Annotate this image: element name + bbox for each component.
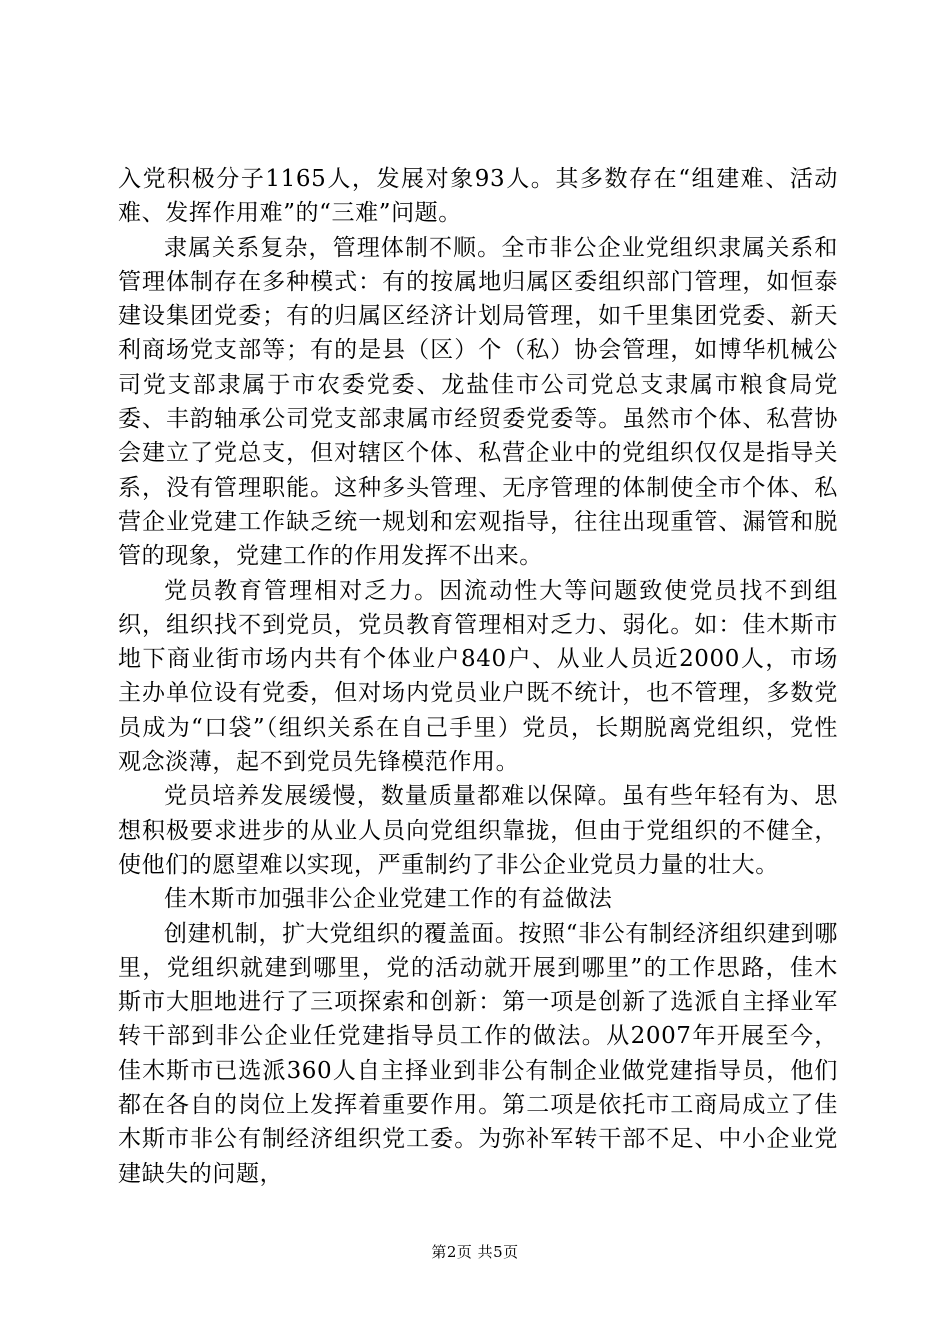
- paragraph-education: 党员教育管理相对乏力。因流动性大等问题致使党员找不到组织，组织找不到党员，党员教育管理相对乏力、弱化。如：佳木斯市地下商业街市场内共有个体业户840户、从业人员近2000人，市场主办单位设有党委，但对场内党员业户既不统计，也不管理，多数党员成为“口袋”（组织关系在自己手里）党员，长期脱离党组织，党性观念淡薄，起不到党员先锋模范作用。: [118, 577, 838, 776]
- paragraph-affiliation: 隶属关系复杂，管理体制不顺。全市非公企业党组织隶属关系和管理体制存在多种模式：有的按属地归属区委组织部门管理，如恒泰建设集团党委；有的归属区经济计划局管理，如千里集团党委、新天利商场党支部等；有的是县（区）个（私）协会管理，如博华机械公司党支部隶属于市农委党委、龙盐佳市公司党总支隶属市粮食局党委、丰韵轴承公司党支部隶属市经贸委党委等。虽然市个体、私营协会建立了党总支，但对辖区个体、私营企业中的党组织仅仅是指导关系，没有管理职能。这种多头管理、无序管理的体制使全市个体、私营企业党建工作缺乏统一规划和宏观指导，往往出现重管、漏管和脱管的现象，党建工作的作用发挥不出来。: [118, 234, 838, 570]
- paragraph-mechanism: 创建机制，扩大党组织的覆盖面。按照“非公有制经济组织建到哪里，党组织就建到哪里，党的活动就开展到哪里”的工作思路，佳木斯市大胆地进行了三项探索和创新：第一项是创新了选派自主择业军转干部到非公企业任党建指导员工作的做法。从2007年开展至今，佳木斯市已选派360人自主择业到非公有制企业做党建指导员，他们都在各自的岗位上发挥着重要作用。第二项是依托市工商局成立了佳木斯市非公有制经济组织党工委。为弥补军转干部不足、中小企业党建缺失的问题，: [118, 920, 838, 1187]
- document-body: [118, 162, 838, 1191]
- page-number-footer: 第2页 共5页: [431, 1243, 519, 1261]
- paragraph-continuation: 入党积极分子1165人，发展对象93人。其多数存在“组建难、活动难、发挥作用难”的“三难”问题。: [118, 166, 838, 227]
- section-heading: 佳木斯市加强非公企业党建工作的有益做法: [164, 886, 613, 913]
- paragraph-development: 党员培养发展缓慢，数量质量都难以保障。虽有些年轻有为、思想积极要求进步的从业人员向党组织靠拢，但由于党组织的不健全，使他们的愿望难以实现，严重制约了非公企业党员力量的壮大。: [118, 783, 838, 878]
